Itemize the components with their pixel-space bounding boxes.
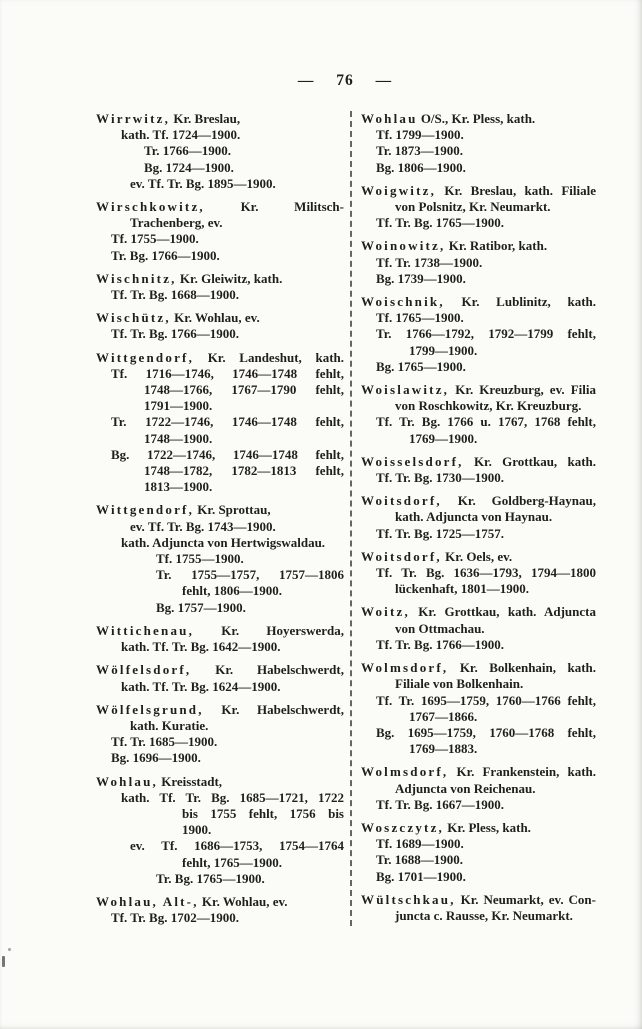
entry-head xyxy=(361,604,596,620)
entry xyxy=(361,382,596,447)
entry-line: Tf. 1799—1900. xyxy=(376,127,464,143)
entry xyxy=(96,271,344,303)
entry xyxy=(96,774,344,887)
entry-line: Tr. 1688—1900. xyxy=(376,852,464,868)
entry-line: lückenhaft, 1801—1900. xyxy=(395,581,529,597)
entry-line: 1900. xyxy=(182,822,212,838)
entry-name: Wölfelsgrund, xyxy=(96,701,204,717)
entry-location: Kr. Frankenstein, kath. xyxy=(456,764,596,780)
entry-line: Adjuncta von Reichenau. xyxy=(395,780,536,796)
entry-location: Kr. Breslau, xyxy=(173,111,241,126)
entry-line: 1748—1782, 1782—1813 fehlt, xyxy=(144,463,344,479)
entry-line: kath. Tf. 1724—1900. xyxy=(121,127,241,143)
entry-location: Kr. Grottkau, kath. Adjuncta xyxy=(418,604,596,620)
entry-line: Tr. 1722—1746, 1746—1748 fehlt, xyxy=(111,414,344,430)
entry-line: kath. Adjuncta von Hertwigswaldau. xyxy=(121,534,326,550)
entry-line: Tf. Tr. Bg. 1668—1900. xyxy=(111,287,239,303)
entry-name: Woitsdorf, xyxy=(361,548,442,564)
entry-head xyxy=(361,493,596,509)
entry-line: Tr. Bg. 1765—1900. xyxy=(156,870,265,886)
entry-line: kath. Kuratie. xyxy=(130,717,209,733)
column-left xyxy=(96,111,344,926)
entry xyxy=(361,493,596,542)
entry-location: Kr. Bolkenhain, kath. xyxy=(459,660,596,676)
entry-location: Kr. Gleiwitz, kath. xyxy=(179,270,283,286)
entry-line: fehlt, 1765—1900. xyxy=(182,854,283,870)
entry-name: Woischnik, xyxy=(361,294,445,310)
entry-location: Kr. Pless, kath. xyxy=(447,819,531,835)
entry-line: Tf. Tr. Bg. 1730—1900. xyxy=(376,470,504,486)
entry-line: Bg. 1724—1900. xyxy=(144,159,234,175)
entry-location: Kr. Goldberg-Haynau, xyxy=(457,493,596,509)
entry-head xyxy=(96,774,344,790)
entry xyxy=(361,238,596,287)
entry-line: Filiale von Bolkenhain. xyxy=(395,676,524,692)
entry-head xyxy=(96,111,344,127)
page-number: — 76 — xyxy=(297,72,393,89)
entry-line: 1799—1900. xyxy=(409,342,478,358)
entry xyxy=(361,111,596,176)
entry xyxy=(361,604,596,653)
entry-line: 1769—1900. xyxy=(409,430,478,446)
scan-artifact xyxy=(2,956,5,967)
entry-name: Wolmsdorf, xyxy=(361,660,449,676)
entry xyxy=(361,764,596,813)
entry-line: Tf. Tr. Bg. 1636—1793, 1794—1800 xyxy=(376,565,596,581)
entry-name: Wirrwitz, xyxy=(96,111,171,126)
entry-location: Kr. Grottkau, kath. xyxy=(473,453,597,469)
scan-artifact xyxy=(8,948,11,951)
entry-line: von Roschkowitz, Kr. Kreuzburg. xyxy=(395,398,582,414)
entry-location: Kr. Lublinitz, kath. xyxy=(461,294,596,310)
entry-location: Kr. Habelschwerdt, xyxy=(221,701,344,717)
entry-head xyxy=(96,702,344,718)
entry-line: Tf. 1765—1900. xyxy=(376,310,464,326)
entry-line: Tf. Tr. Bg. 1765—1900. xyxy=(376,215,504,231)
entry-location: Kr. Wohlau, ev. xyxy=(201,893,288,909)
entry-head xyxy=(361,454,596,470)
entry xyxy=(96,350,344,496)
entry-name: Wischnitz, xyxy=(96,270,177,286)
page-header xyxy=(96,72,594,90)
entry-line: Tf. Tr. 1685—1900. xyxy=(111,734,218,750)
entry-line: ev. Tf. Tr. Bg. 1743—1900. xyxy=(130,518,276,534)
entry-line: Tf. Tr. Bg. 1725—1757. xyxy=(376,525,504,541)
entry xyxy=(361,660,596,757)
entry-location: Kr. Militsch- xyxy=(240,199,344,215)
entry xyxy=(361,892,596,924)
entry-location: Kr. Landeshut, kath. xyxy=(207,349,344,365)
text-columns xyxy=(96,111,596,926)
entry-location: Kreisstadt, xyxy=(161,773,223,789)
entry-line: kath. Tf. Tr. Bg. 1642—1900. xyxy=(121,639,281,655)
entry-line: 1791—1900. xyxy=(144,398,213,414)
entry xyxy=(361,294,596,375)
entry xyxy=(361,183,596,232)
entry-name: Woisselsdorf, xyxy=(361,453,464,469)
entry xyxy=(96,199,344,264)
entry-head xyxy=(361,764,596,780)
entry-line: Bg. 1739—1900. xyxy=(376,270,466,286)
entry-name: Woitsdorf, xyxy=(361,493,442,509)
entry-line: bis 1755 fehlt, 1756 bis xyxy=(182,805,344,821)
entry-location: Kr. Breslau, kath. Filiale xyxy=(444,182,596,198)
entry xyxy=(96,502,344,615)
entry-line: Bg. 1696—1900. xyxy=(111,750,201,766)
entry-line: Bg. 1701—1900. xyxy=(376,868,466,884)
entry xyxy=(96,662,344,694)
entry-line: Tr. 1873—1900. xyxy=(376,143,464,159)
entry-name: Wirschkowitz, xyxy=(96,199,205,215)
entry-line: Bg. 1757—1900. xyxy=(156,599,246,615)
entry-line: Tf. Tr. 1695—1759, 1760—1766 fehlt, xyxy=(376,692,596,708)
entry-line: Trachenberg, ev. xyxy=(130,215,223,231)
entry-line: Tr. 1755—1757, 1757—1806 xyxy=(156,567,344,583)
entry-name: Woigwitz, xyxy=(361,182,437,198)
entry-name: Woitz, xyxy=(361,604,410,620)
entry-line: juncta c. Rausse, Kr. Neumarkt. xyxy=(395,907,573,923)
entry-line: Bg. 1695—1759, 1760—1768 fehlt, xyxy=(376,724,596,740)
entry-line: 1767—1866. xyxy=(409,708,478,724)
entry-location: Kr. Oels, ev. xyxy=(445,548,513,564)
entry-location: Kr. Sprottau, xyxy=(197,502,271,518)
entry-head xyxy=(361,820,596,836)
entry-head xyxy=(361,183,596,199)
entry-line: 1813—1900. xyxy=(144,479,213,495)
entry-line: Bg. 1765—1900. xyxy=(376,358,466,374)
entry-line: Tr. Bg. 1766—1900. xyxy=(111,247,220,263)
entry-line: 1748—1900. xyxy=(144,430,213,446)
entry-head xyxy=(361,294,596,310)
entry-location: Kr. Kreuzburg, ev. Filia xyxy=(455,382,597,398)
entry-head xyxy=(361,660,596,676)
entry xyxy=(96,111,344,192)
entry-line: Bg. 1806—1900. xyxy=(376,159,466,175)
entry-head xyxy=(96,662,344,678)
entry-line: Tr. 1766—1900. xyxy=(144,143,232,159)
entry-line: fehlt, 1806—1900. xyxy=(182,583,283,599)
entry-head xyxy=(96,623,344,639)
entry-line: 1748—1766, 1767—1790 fehlt, xyxy=(144,382,344,398)
entry-location: Kr. Neumarkt, ev. Con- xyxy=(460,891,596,907)
entry xyxy=(361,454,596,486)
entry-location: Kr. Wohlau, ev. xyxy=(174,310,260,326)
entry-line: Bg. 1722—1746, 1746—1748 fehlt, xyxy=(111,446,344,462)
entry-head xyxy=(361,549,596,565)
entry-name: Woinowitz, xyxy=(361,238,446,254)
entry-line: Tf. Tr. Bg. 1702—1900. xyxy=(111,910,239,926)
entry-location: Kr. Hoyerswerda, xyxy=(221,622,344,638)
entry-location: Kr. Ratibor, kath. xyxy=(448,238,548,254)
entry-name: Wolmsdorf, xyxy=(361,764,449,780)
entry xyxy=(361,820,596,885)
column-right xyxy=(352,111,596,926)
entry-location: Kr. Habelschwerdt, xyxy=(215,662,344,678)
entry-line: kath. Adjuncta von Haynau. xyxy=(395,509,553,525)
entry xyxy=(96,894,344,926)
column-divider xyxy=(350,111,352,926)
entry-head xyxy=(361,111,596,127)
entry-line: kath. Tf. Tr. Bg. 1624—1900. xyxy=(121,678,281,694)
entry-line: Tr. 1766—1792, 1792—1799 fehlt, xyxy=(376,326,596,342)
entry-name: Woislawitz, xyxy=(361,382,450,398)
entry-line: ev. Tf. 1686—1753, 1754—1764 xyxy=(130,838,344,854)
entry-name: Wittichenau, xyxy=(96,622,195,638)
entry-head xyxy=(361,382,596,398)
entry xyxy=(96,310,344,342)
entry-name: Wohlau xyxy=(361,111,418,126)
entry-line: ev. Tf. Tr. Bg. 1895—1900. xyxy=(130,175,276,191)
entry-line: Tf. 1689—1900. xyxy=(376,836,464,852)
entry-head xyxy=(96,199,344,215)
entry-name: Wohlau, Alt-, xyxy=(96,893,199,909)
entry-line: 1769—1883. xyxy=(409,741,478,757)
entry-line: von Polsnitz, Kr. Neumarkt. xyxy=(395,199,551,215)
entry-name: Wültschkau, xyxy=(361,891,456,907)
entry-name: Wischütz, xyxy=(96,310,171,326)
entry-line: kath. Tf. Tr. Bg. 1685—1721, 1722 xyxy=(121,789,344,805)
entry-line: Tf. Tr. Bg. 1667—1900. xyxy=(376,796,504,812)
entry-line: von Ottmachau. xyxy=(395,620,485,636)
entry xyxy=(96,623,344,655)
entry-name: Wittgendorf, xyxy=(96,502,195,518)
entry-name: Wohlau, xyxy=(96,773,159,789)
entry-head xyxy=(96,310,344,326)
entry-line: Tf. 1716—1746, 1746—1748 fehlt, xyxy=(111,365,344,381)
entry-head xyxy=(96,350,344,366)
entry-name: Woszczytz, xyxy=(361,819,445,835)
entry-head xyxy=(96,271,344,287)
entry xyxy=(361,549,596,598)
entry-name: Wittgendorf, xyxy=(96,349,195,365)
entry-line: Tf. Tr. Bg. 1766—1900. xyxy=(376,636,504,652)
entry-line: Tf. Tr. 1738—1900. xyxy=(376,254,483,270)
entry-line: Tf. Tr. Bg. 1766 u. 1767, 1768 fehlt, xyxy=(376,414,596,430)
entry-head xyxy=(96,894,344,910)
entry-head xyxy=(361,892,596,908)
entry-line: Tf. 1755—1900. xyxy=(111,231,199,247)
entry-head xyxy=(361,238,596,254)
entry-name: Wölfelsdorf, xyxy=(96,662,192,678)
entry xyxy=(96,702,344,767)
entry-head xyxy=(96,502,344,518)
entry-line: Tf. Tr. Bg. 1766—1900. xyxy=(111,326,239,342)
entry-location: O/S., Kr. Pless, kath. xyxy=(420,111,536,126)
entry-line: Tf. 1755—1900. xyxy=(156,551,244,567)
